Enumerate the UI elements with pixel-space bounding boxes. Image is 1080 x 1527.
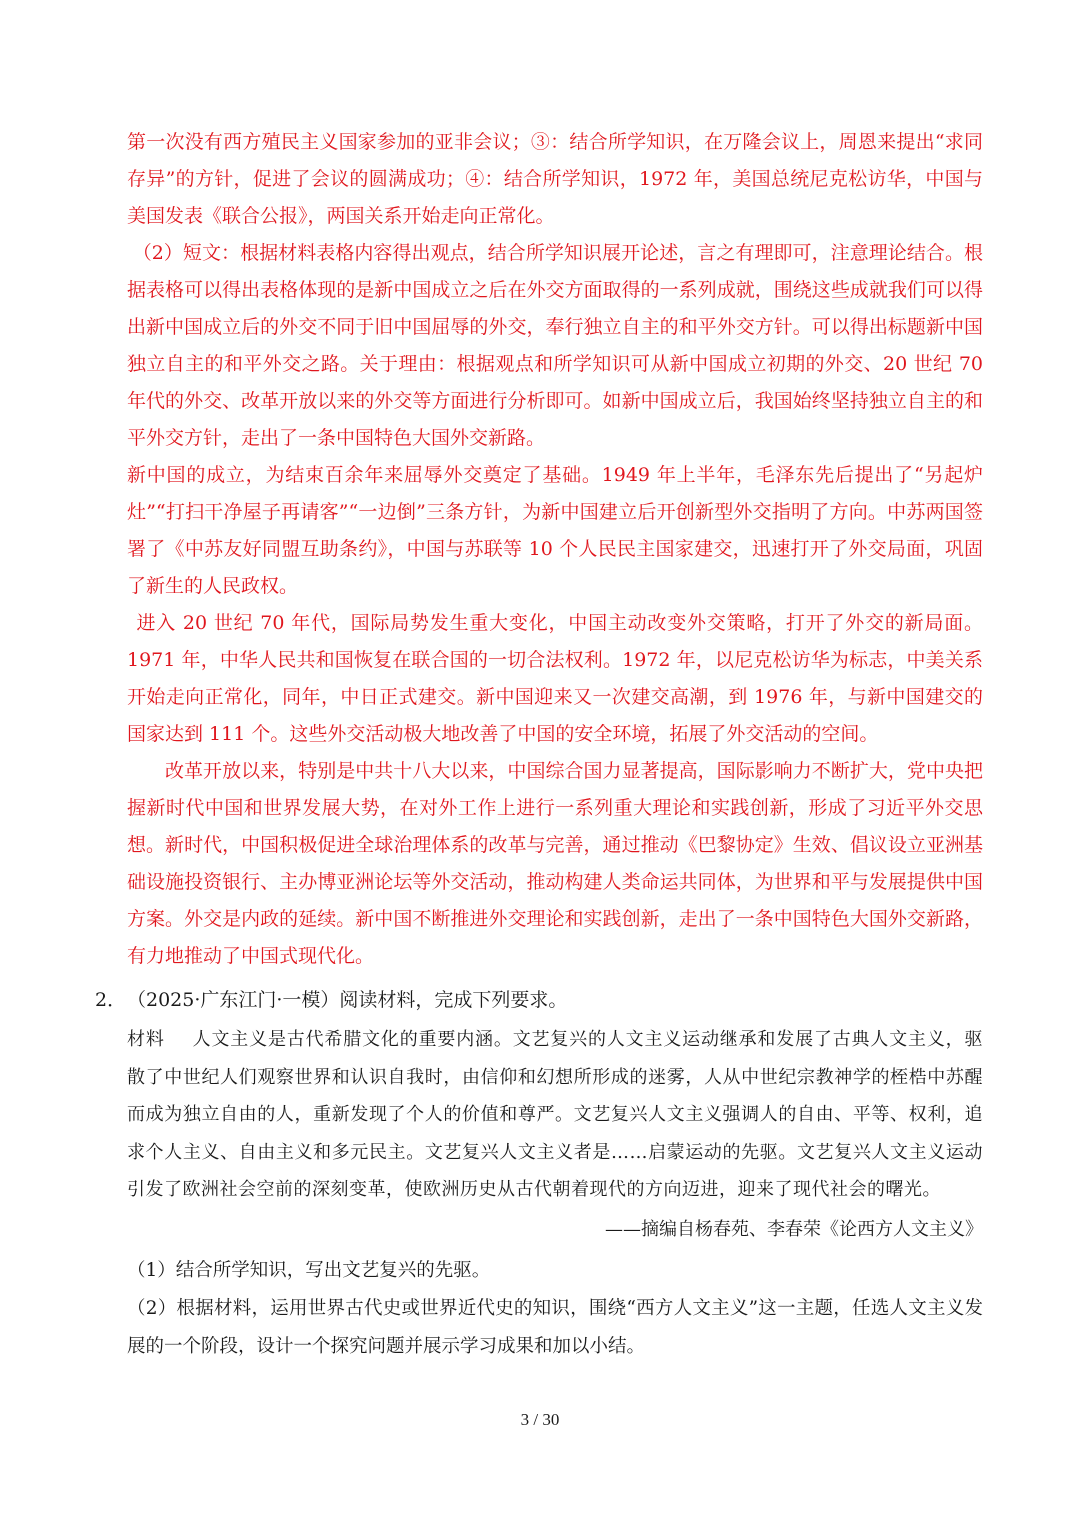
answer-paragraph-1: 第一次没有西方殖民主义国家参加的亚非会议；③：结合所学知识，在万隆会议上，周恩来提出“求同存异”的方针，促进了会议的圆满成功；④：结合所学知识，1972 年，美国总统尼克松访华，中国与美国发表《联合公报》，两国关系开始走向正常化。 xyxy=(127,131,983,227)
sub-question-2: （2）根据材料，运用世界古代史或世界近代史的知识，围绕“西方人文主义”这一主题，任选人文主义发展的一个阶段，设计一个探究问题并展示学习成果和加以小结。 xyxy=(127,1297,983,1357)
material-label: 材料 xyxy=(127,1029,165,1050)
page-number: 3 / 30 xyxy=(520,1410,560,1429)
question-prompt: （2025·广东江门·一模）阅读材料，完成下列要求。 xyxy=(127,989,568,1011)
answer-paragraph-4: 进入 20 世纪 70 年代，国际局势发生重大变化，中国主动改变外交策略，打开了外交的新局面。1971 年，中华人民共和国恢复在联合国的一切合法权利。1972 年，以尼克松访华为标志，中美关系开始走向正常化，同年，中日正式建交。新中国迎来又一次建交高潮，到 1976 年，与新中国建交的国家达到 111 个。这些外交活动极大地改善了中国的安全环境，拓展了外交活动的空间。 xyxy=(127,612,983,745)
question-2 xyxy=(95,983,985,1366)
answer-section xyxy=(127,124,983,975)
sub-question-1: （1）结合所学知识，写出文艺复兴的先驱。 xyxy=(127,1259,491,1281)
question-number: 2． xyxy=(95,989,127,1011)
material-source: ——摘编自杨春苑、李春荣《论西方人文主义》 xyxy=(605,1218,983,1240)
answer-paragraph-5: 改革开放以来，特别是中共十八大以来，中国综合国力显著提高，国际影响力不断扩大，党中央把握新时代中国和世界发展大势，在对外工作上进行一系列重大理论和实践创新，形成了习近平外交思想。新时代，中国积极促进全球治理体系的改革与完善，通过推动《巴黎协定》生效、倡议设立亚洲基础设施投资银行、主办博亚洲论坛等外交活动，推动构建人类命运共同体，为世界和平与发展提供中国方案。外交是内政的延续。新中国不断推进外交理论和实践创新，走出了一条中国特色大国外交新路，有力地推动了中国式现代化。 xyxy=(127,760,983,967)
answer-paragraph-2: （2）短文：根据材料表格内容得出观点，结合所学知识展开论述，言之有理即可，注意理论结合。根据表格可以得出表格体现的是新中国成立之后在外交方面取得的一系列成就，围绕这些成就我们可以得出新中国成立后的外交不同于旧中国屈辱的外交，奉行独立自主的和平外交方针。可以得出标题新中国独立自主的和平外交之路。关于理由：根据观点和所学知识可从新中国成立初期的外交、20 世纪 70 年代的外交、改革开放以来的外交等方面进行分析即可。如新中国成立后，我国始终坚持独立自主的和平外交方针，走出了一条中国特色大国外交新路。 xyxy=(127,242,983,449)
material-block xyxy=(127,1021,983,1209)
question-header xyxy=(95,983,985,1017)
answer-paragraph-3: 新中国的成立，为结束百余年来屈辱外交奠定了基础。1949 年上半年，毛泽东先后提出了“另起炉灶”“打扫干净屋子再请客”“一边倒”三条方针，为新中国建立后开创新型外交指明了方向。中苏两国签署了《中苏友好同盟互助条约》，中国与苏联等 10 个人民民主国家建交，迅速打开了外交局面，巩固了新生的人民政权。 xyxy=(127,464,983,597)
material-text: 人文主义是古代希腊文化的重要内涵。文艺复兴的人文主义运动继承和发展了古典人文主义，驱散了中世纪人们观察世界和认识自我时，由信仰和幻想所形成的迷雾，人从中世纪宗教神学的桎梏中苏醒而成为独立自由的人，重新发现了个人的价值和尊严。文艺复兴人文主义强调人的自由、平等、权利，追求个人主义、自由主义和多元民主。文艺复兴人文主义者是……启蒙运动的先驱。文艺复兴人文主义运动引发了欧洲社会空前的深刻变革，使欧洲历史从古代朝着现代的方向迈进，迎来了现代社会的曙光。 xyxy=(127,1029,984,1200)
